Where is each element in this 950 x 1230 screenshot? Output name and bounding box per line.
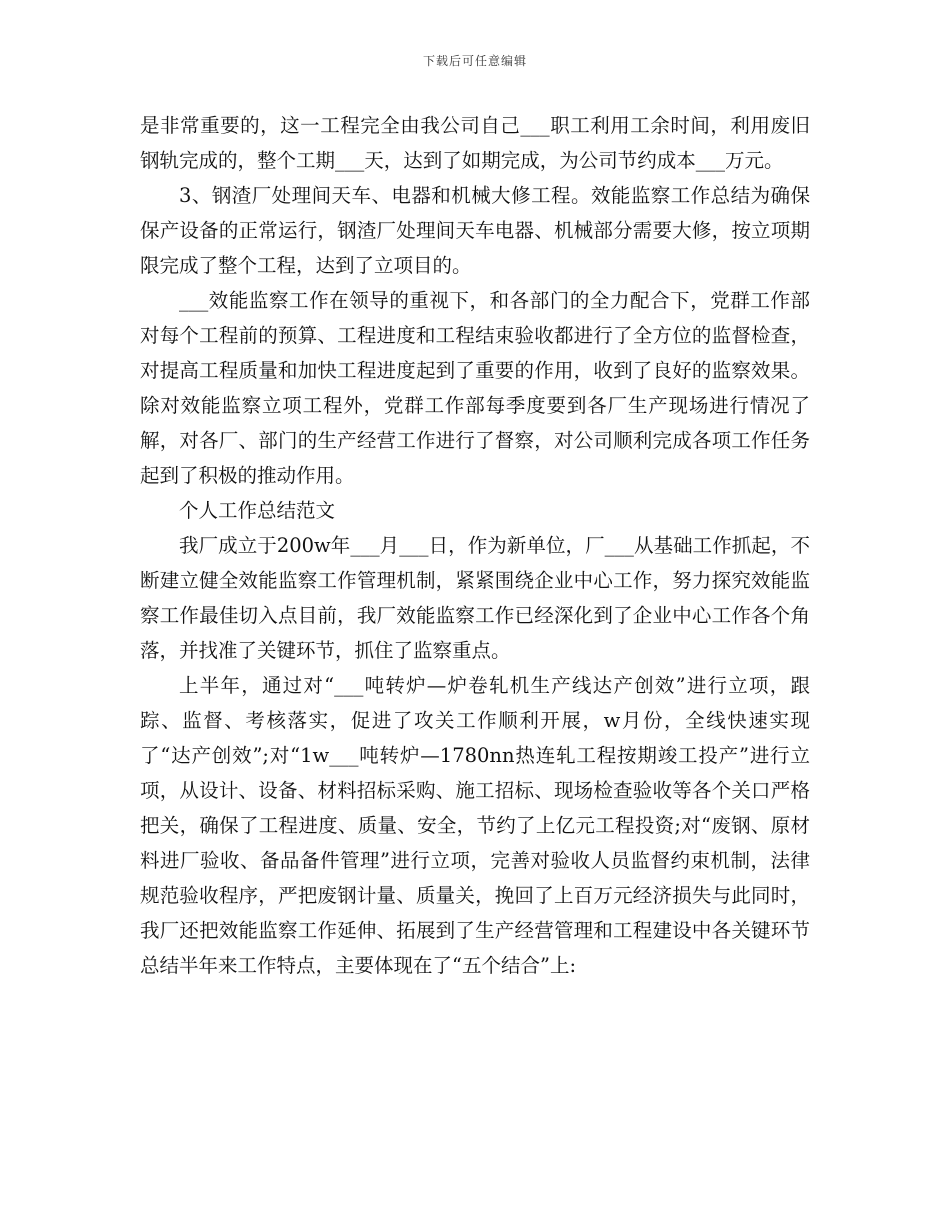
- paragraph-factory-founding: 我厂成立于200w年___月___日，作为新单位，厂___从基础工作抓起，不断建立健全效能监察工作管理机制，紧紧围绕企业中心工作，努力探究效能监察工作最佳切入点目前，我厂效能监察工作已经深化到了企业中心工作各个角落，并找准了关键环节，抓住了监察重点。: [140, 534, 810, 662]
- paragraph-item-3: 3、钢渣厂处理间天车、电器和机械大修工程。效能监察工作总结为确保保产设备的正常运行，钢渣厂处理间天车电器、机械部分需要大修，按立项期限完成了整个工程，达到了立项目的。: [140, 184, 810, 277]
- paragraph-supervision-summary: ___效能监察工作在领导的重视下，和各部门的全力配合下，党群工作部对每个工程前的预算、工程进度和工程结束验收都进行了全方位的监督检查，对提高工程质量和加快工程进度起到了重要的作用，收到了良好的监察效果。除对效能监察立项工程外，党群工作部每季度要到各厂生产现场进行情况了解，对各厂、部门的生产经营工作进行了督察，对公司顺利完成各项工作任务起到了积极的推动作用。: [140, 289, 810, 487]
- paragraph-continuation: 是非常重要的，这一工程完全由我公司自己___职工利用工余时间，利用废旧钢轨完成的，整个工期___天，达到了如期完成，为公司节约成本___万元。: [140, 114, 810, 172]
- paragraph-first-half-year: 上半年，通过对“___吨转炉—炉卷轧机生产线达产创效”进行立项，跟踪、监督、考核落实，促进了攻关工作顺利开展，w月份，全线快速实现了“达产创效”;对“1w___吨转炉—1780nn热连轧工程按期竣工投产”进行立项，从设计、设备、材料招标采购、施工招标、现场检查验收等各个关口严格把关，确保了工程进度、质量、安全，节约了上亿元工程投资;对“废钢、原材料进厂验收、备品备件管理”进行立项，完善对验收人员监督约束机制，法律规范验收程序，严把废钢计量、质量关，挽回了上百万元经济损失与此同时，我厂还把效能监察工作延伸、拓展到了生产经营管理和工程建设中各关键环节总结半年来工作特点，主要体现在了“五个结合”上:: [140, 674, 810, 977]
- document-body: [140, 108, 810, 983]
- header-note: 下载后可任意编辑: [422, 54, 527, 68]
- section-heading: 个人工作总结范文: [179, 499, 336, 522]
